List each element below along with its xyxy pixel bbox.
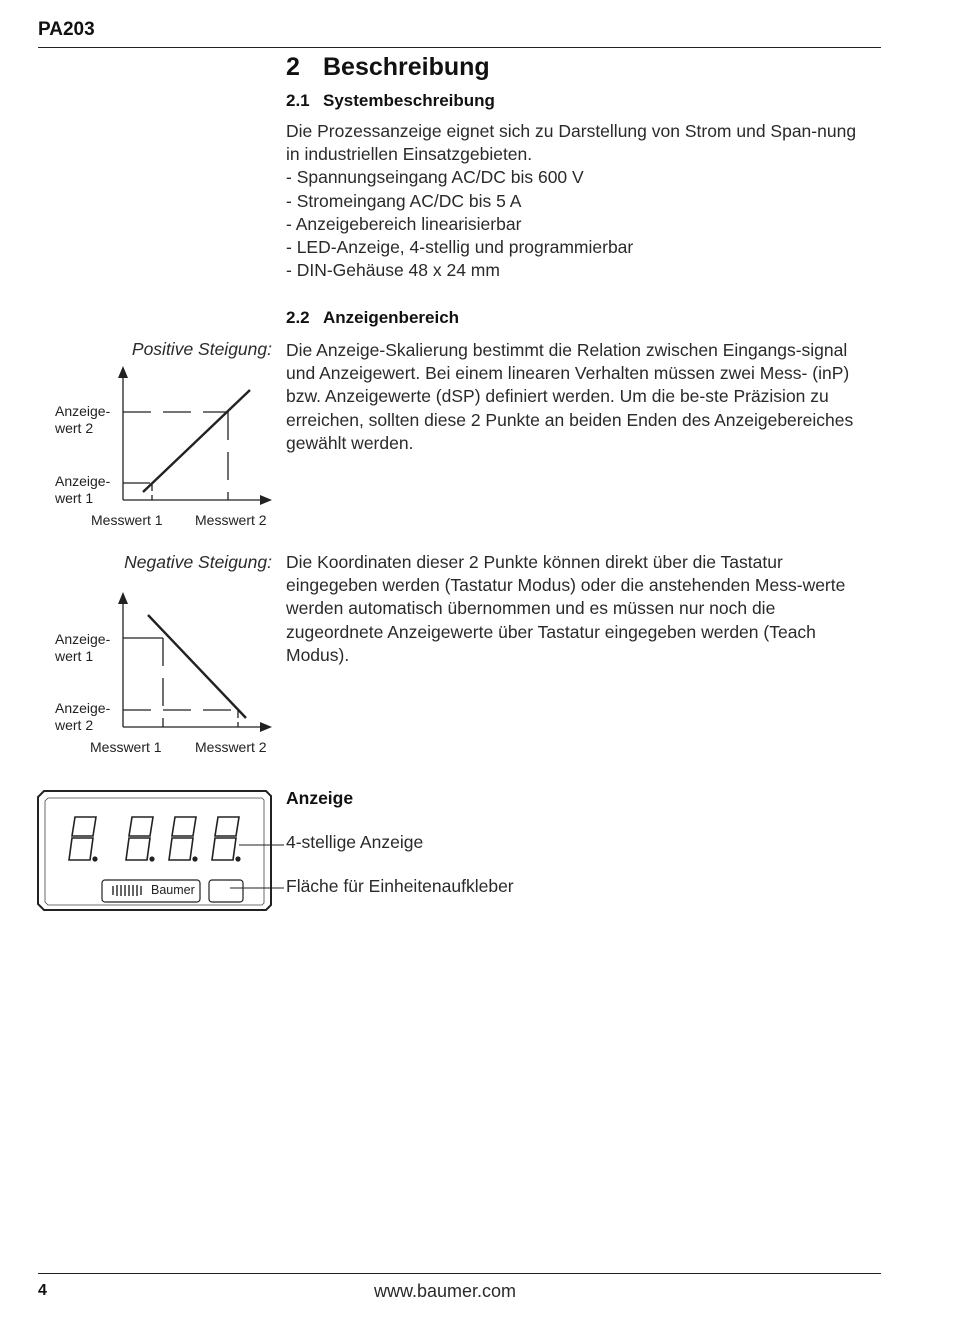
negative-x-label-2: Messwert 2 <box>195 739 267 755</box>
display-heading: Anzeige <box>286 788 354 808</box>
header-rule <box>38 47 881 48</box>
positive-y-arrow <box>118 366 128 378</box>
positive-y-label-top <box>55 403 110 437</box>
range-paragraph-2: Die Koordinaten dieser 2 Punkte können direkt über die Tastatur eingegeben werden (Tastatur Modus) oder die anstehenden Mess-werte werden automatisch übernommen und es müssen nur noch die zugeordnete Anzeigewerte über Tastatur eingegeben werden (Teach Modus). <box>286 552 846 665</box>
display-unit-label: Fläche für Einheitenaufkleber <box>286 876 514 896</box>
page-number: 4 <box>38 1282 47 1299</box>
label-line: Anzeige- <box>55 631 111 647</box>
digit-3 <box>169 817 197 861</box>
display-digits-label: 4-stellige Anzeige <box>286 832 424 852</box>
subsection-system-title <box>286 91 495 111</box>
subsection-range-title <box>286 308 459 328</box>
digit-4 <box>212 817 240 861</box>
range-paragraph-1: Die Anzeige-Skalierung bestimmt die Relation zwischen Eingangs-signal und Anzeigewert. Bei einem linearen Verhalten müssen zwei Mess- (inP) bzw. Anzeigewerte (dSP) definiert werden. Um die be-ste Präzision zu erreichen, sollten diese 2 Punkte an beiden Enden des Anzeigebereiches gewählt werden. <box>286 340 854 453</box>
positive-y-label-bottom <box>55 473 110 507</box>
section-title <box>286 53 490 82</box>
brand-name: Baumer <box>151 883 195 897</box>
digit-2 <box>126 817 154 861</box>
footer-rule <box>38 1273 881 1274</box>
label-line: wert 2 <box>55 420 94 436</box>
subsection-range-number: 2.2 <box>286 308 310 327</box>
label-line: wert 2 <box>55 717 94 733</box>
unit-sticker-area <box>209 880 243 902</box>
section-title-text: Beschreibung <box>323 53 490 81</box>
label-line: wert 1 <box>55 490 94 506</box>
label-line: Anzeige- <box>55 403 111 419</box>
document-code: PA203 <box>38 19 95 40</box>
baumer-logo-icon <box>112 885 142 896</box>
seven-segment-digits <box>69 817 240 861</box>
negative-y-label-top <box>55 631 110 665</box>
positive-slope-caption: Positive Steigung: <box>131 339 272 359</box>
label-line: wert 1 <box>55 648 94 664</box>
negative-y-arrow <box>118 592 128 604</box>
subsection-system-title-text: Systembeschreibung <box>323 91 495 110</box>
digit-1 <box>69 817 97 861</box>
section-number: 2 <box>286 53 300 81</box>
system-bullet: - LED-Anzeige, 4-stellig und programmierbar <box>286 237 634 258</box>
negative-y-label-bottom <box>55 700 110 734</box>
system-intro: Die Prozessanzeige eignet sich zu Darstellung von Strom und Span-nung in industriellen Einsatzgebieten. <box>286 121 857 165</box>
system-description <box>286 120 871 282</box>
system-bullet: - DIN-Gehäuse 48 x 24 mm <box>286 260 500 281</box>
footer-url[interactable]: www.baumer.com <box>374 1281 517 1301</box>
positive-x-arrow <box>260 495 272 505</box>
negative-slope-line <box>148 615 246 718</box>
subsection-system-number: 2.1 <box>286 91 310 110</box>
positive-x-label-1: Messwert 1 <box>91 512 163 528</box>
label-line: Anzeige- <box>55 700 111 716</box>
system-bullet: - Stromeingang AC/DC bis 5 A <box>286 190 522 211</box>
subsection-range-title-text: Anzeigenbereich <box>323 308 460 327</box>
negative-x-label-1: Messwert 1 <box>90 739 162 755</box>
positive-x-label-2: Messwert 2 <box>195 512 267 528</box>
positive-slope-line <box>143 390 250 492</box>
system-bullet: - Anzeigebereich linearisierbar <box>286 213 522 234</box>
negative-slope-caption: Negative Steigung: <box>124 552 272 572</box>
system-bullet: - Spannungseingang AC/DC bis 600 V <box>286 167 584 188</box>
label-line: Anzeige- <box>55 473 111 489</box>
negative-x-arrow <box>260 722 272 732</box>
